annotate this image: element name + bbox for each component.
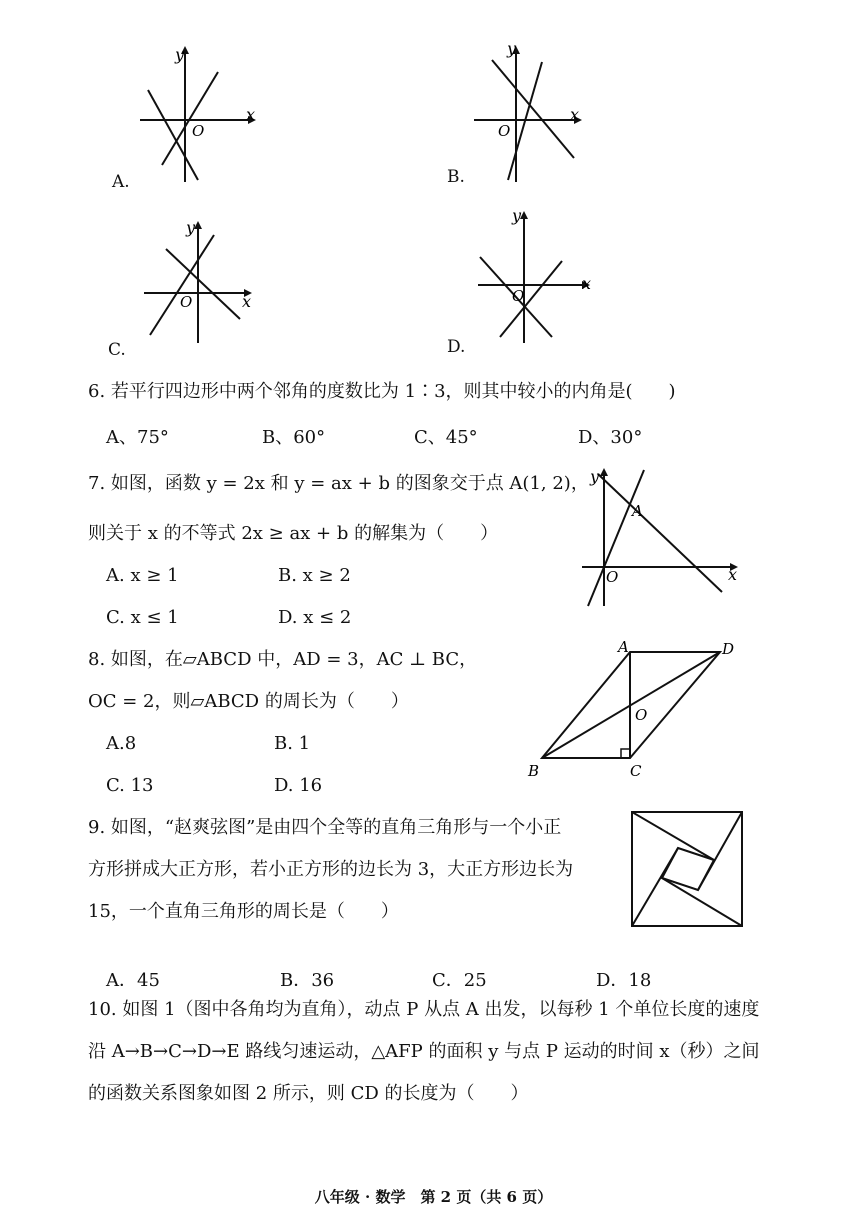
q8-fig-a: A: [618, 638, 629, 656]
graph-d-y-label: y: [512, 206, 522, 225]
q9-line-1: 9. 如图，“赵爽弦图”是由四个全等的直角三角形与一个小正: [88, 817, 562, 838]
q9-option-b: B．36: [280, 970, 335, 991]
graph-c-origin: O: [180, 293, 193, 311]
q7-option-a: A. x ≥ 1: [106, 565, 179, 586]
q9-zhao-shuang-diagram: [628, 808, 748, 932]
q7-fig-y: y: [590, 467, 600, 486]
q6-option-d: D、30°: [578, 427, 643, 448]
graph-b-x-label: x: [570, 105, 580, 124]
graph-a-origin: O: [192, 122, 205, 140]
q7-option-b: B. x ≥ 2: [278, 565, 351, 586]
q7-figure: [572, 460, 752, 610]
graph-d-x-label: x: [582, 274, 592, 293]
graph-b-origin: O: [498, 122, 511, 140]
graph-b-label: B.: [447, 167, 465, 187]
graph-b-y-label: y: [507, 40, 517, 58]
q10-line-2: 沿 A→B→C→D→E 路线匀速运动，△AFP 的面积 y 与点 P 运动的时间 x（秒）之间: [88, 1041, 760, 1062]
q7-option-d: D. x ≤ 2: [278, 607, 352, 628]
q9-option-a: A．45: [106, 970, 160, 991]
q6-option-a: A、75°: [106, 427, 169, 448]
q8-option-a: A.8: [106, 733, 137, 754]
q8-fig-c: C: [630, 762, 642, 780]
graph-a-y-label: y: [175, 45, 185, 64]
q8-fig-b: B: [528, 762, 540, 780]
q7-option-c: C. x ≤ 1: [106, 607, 179, 628]
q8-fig-d: D: [722, 640, 735, 658]
graph-option-a: [130, 40, 270, 190]
graph-c-y-label: y: [186, 218, 196, 237]
graph-option-d: [470, 205, 600, 345]
q9-option-c: C．25: [432, 970, 487, 991]
q8-parallelogram-figure: [520, 630, 760, 790]
q8-option-c: C. 13: [106, 775, 154, 796]
q7-line-1: 7. 如图，函数 y = 2x 和 y = ax + b 的图象交于点 A(1, 2)，: [88, 473, 589, 494]
q8-fig-o: O: [635, 706, 648, 724]
graph-d-label: D.: [447, 337, 466, 357]
q8-option-b: B. 1: [274, 733, 311, 754]
q7-fig-x: x: [728, 565, 738, 584]
graph-a-x-label: x: [246, 105, 256, 124]
q8-line-2: OC = 2，则▱ABCD 的周长为（ ）: [88, 691, 409, 712]
q6-stem: 6. 若平行四边形中两个邻角的度数比为 1∶3，则其中较小的内角是( ): [88, 381, 676, 402]
graph-c-label: C.: [108, 340, 126, 360]
q10-line-1: 10. 如图 1（图中各角均为直角），动点 P 从点 A 出发，以每秒 1 个单位长度的速度: [88, 999, 760, 1020]
graph-a-label: A.: [112, 172, 130, 192]
q9-line-3: 15，一个直角三角形的周长是（ ）: [88, 901, 399, 922]
graph-c-x-label: x: [242, 292, 252, 311]
q7-fig-a: A: [632, 502, 643, 520]
page-footer: 八年级 · 数学 第 2 页（共 6 页）: [314, 1188, 553, 1206]
q10-line-3: 的函数关系图象如图 2 所示，则 CD 的长度为（ ）: [88, 1083, 529, 1104]
q7-line-2: 则关于 x 的不等式 2x ≥ ax + b 的解集为（ ）: [88, 523, 499, 544]
q6-option-b: B、60°: [262, 427, 326, 448]
q9-line-2: 方形拼成大正方形，若小正方形的边长为 3，大正方形边长为: [88, 859, 574, 880]
q6-option-c: C、45°: [414, 427, 478, 448]
q8-line-1: 8. 如图，在▱ABCD 中，AD = 3，AC ⊥ BC，: [88, 649, 478, 670]
graph-d-origin: O: [512, 287, 525, 305]
q9-option-d: D．18: [596, 970, 652, 991]
q7-fig-o: O: [606, 568, 619, 586]
graph-option-c: [138, 215, 268, 345]
graph-option-b: [470, 40, 590, 185]
q8-option-d: D. 16: [274, 775, 323, 796]
